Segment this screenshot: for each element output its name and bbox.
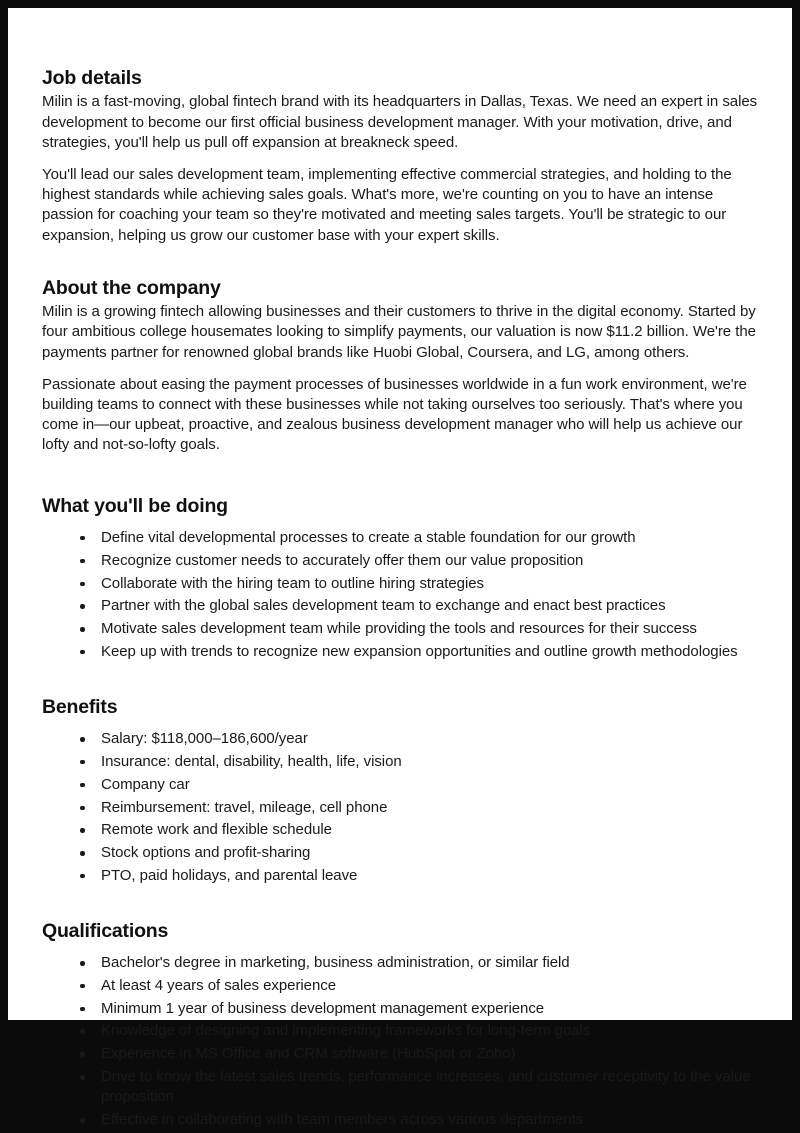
section-what-youll-be-doing xyxy=(42,494,758,663)
list-item-label: At least 4 years of sales experience xyxy=(101,976,336,994)
list-item xyxy=(42,976,758,996)
list-item-label: Recognize customer needs to accurately offer them our value proposition xyxy=(101,551,584,569)
bullet-icon xyxy=(80,874,85,879)
section-benefits xyxy=(42,695,758,886)
bullet-icon xyxy=(80,961,85,966)
list-item-label: Partner with the global sales development team to exchange and enact best practices xyxy=(101,597,666,615)
list-item xyxy=(42,528,758,548)
list-item xyxy=(42,596,758,616)
list-item-label: Knowledge of designing and implementing frameworks for long-term goals xyxy=(101,1022,591,1040)
list-item xyxy=(42,642,758,662)
bullet-icon xyxy=(80,806,85,811)
paragraph: You'll lead our sales development team, implementing effective commercial strategies, and holding to the highest standards while achieving sales goals. What's more, we're counting on you to have an intense passion for coaching your team so they're motivated and meeting sales targets. You'll be strategic to our expansion, helping us grow our customer base with your expert skills. xyxy=(42,165,732,244)
list-item-label: Reimbursement: travel, mileage, cell phone xyxy=(101,798,388,816)
list-item-label: Remote work and flexible schedule xyxy=(101,821,332,839)
list-item xyxy=(42,752,758,772)
bullet-icon xyxy=(80,828,85,833)
list-item-label: Minimum 1 year of business development management experience xyxy=(101,999,545,1017)
document-content xyxy=(42,66,758,1133)
paragraph: Milin is a growing fintech allowing businesses and their customers to thrive in the digital economy. Started by four ambitious college housemates looking to simplify payments, our valuation is now $11.2 billion. We're the payments partner for renowned global brands like Huobi Global, Coursera, and LG, among others. xyxy=(42,303,756,361)
bullet-icon xyxy=(80,760,85,765)
section-heading-about-the-company: About the company xyxy=(42,276,221,299)
section-heading-what-youll-be-doing: What you'll be doing xyxy=(42,494,228,517)
bullet-icon xyxy=(80,1007,85,1012)
paragraph: Passionate about easing the payment processes of businesses worldwide in a fun work environment, we're building teams to connect with these businesses while not taking ourselves too seriously. That's where you come in—our upbeat, proactive, and zealous business development manager who will help us achieve our lofty and not-so-lofty goals. xyxy=(42,375,747,454)
bullet-icon xyxy=(80,737,85,742)
bullet-icon xyxy=(80,1075,85,1080)
list-item-label: Keep up with trends to recognize new expansion opportunities and outline growth methodologies xyxy=(101,642,738,660)
list-item-label: Effective in collaborating with team members across various departments xyxy=(101,1111,584,1129)
list-item-label: Bachelor's degree in marketing, business administration, or similar field xyxy=(101,954,570,972)
paragraph: Milin is a fast-moving, global fintech brand with its headquarters in Dallas, Texas. We need an expert in sales development to become our first official business development manager. With your motivation, drive, and strategies, you'll help us pull off expansion at breakneck speed. xyxy=(42,93,758,151)
list-item xyxy=(42,798,758,818)
list-item xyxy=(42,551,758,571)
spacer xyxy=(42,246,758,276)
section-job-details xyxy=(42,66,758,246)
bullet-icon xyxy=(80,1118,85,1123)
list-item xyxy=(42,843,758,863)
list-item xyxy=(42,619,758,639)
list-item xyxy=(42,999,758,1019)
list-item-label: PTO, paid holidays, and parental leave xyxy=(101,866,358,884)
list-item-label: Experience in MS Office and CRM software (HubSpot or Zoho) xyxy=(101,1045,516,1063)
document-page xyxy=(8,8,792,1129)
list-item xyxy=(42,1021,758,1041)
list-item xyxy=(42,820,758,840)
spacer xyxy=(42,889,758,919)
section-heading-job-details: Job details xyxy=(42,67,142,89)
bullet-icon xyxy=(80,1029,85,1034)
list-item-label: Define vital developmental processes to create a stable foundation for our growth xyxy=(101,528,636,546)
spacer xyxy=(42,456,758,494)
list-item xyxy=(42,866,758,886)
bullet-icon xyxy=(80,604,85,609)
bullet-icon xyxy=(80,582,85,587)
section-heading-benefits: Benefits xyxy=(42,695,118,718)
bullet-icon xyxy=(80,559,85,564)
bullet-icon xyxy=(80,984,85,989)
bullet-icon xyxy=(80,1052,85,1057)
list-item xyxy=(42,953,758,973)
list-item xyxy=(42,574,758,594)
list-item-label: Stock options and profit-sharing xyxy=(101,844,311,862)
list-item-label: Company car xyxy=(101,775,190,793)
spacer xyxy=(42,665,758,695)
section-qualifications xyxy=(42,919,758,1131)
bullet-list-qualifications xyxy=(42,953,758,1130)
bullet-icon xyxy=(80,627,85,632)
list-item-label: Motivate sales development team while providing the tools and resources for their success xyxy=(101,620,697,638)
list-item xyxy=(42,775,758,795)
list-item xyxy=(42,1110,758,1130)
bullet-icon xyxy=(80,536,85,541)
list-item xyxy=(42,1067,758,1108)
list-item xyxy=(42,1044,758,1064)
bullet-list-benefits xyxy=(42,729,758,886)
bullet-icon xyxy=(80,783,85,788)
list-item xyxy=(42,729,758,749)
list-item-label: Collaborate with the hiring team to outline hiring strategies xyxy=(101,574,484,592)
list-item-label: Drive to know the latest sales trends, performance increases, and customer receptivity to the value proposition xyxy=(101,1068,751,1106)
list-item-label: Salary: $118,000–186,600/year xyxy=(101,730,308,748)
bullet-list-what-youll-be-doing xyxy=(42,528,758,662)
list-item-label: Insurance: dental, disability, health, life, vision xyxy=(101,752,402,770)
section-heading-qualifications: Qualifications xyxy=(42,919,169,942)
bullet-icon xyxy=(80,650,85,655)
section-about-the-company xyxy=(42,276,758,456)
bullet-icon xyxy=(80,851,85,856)
